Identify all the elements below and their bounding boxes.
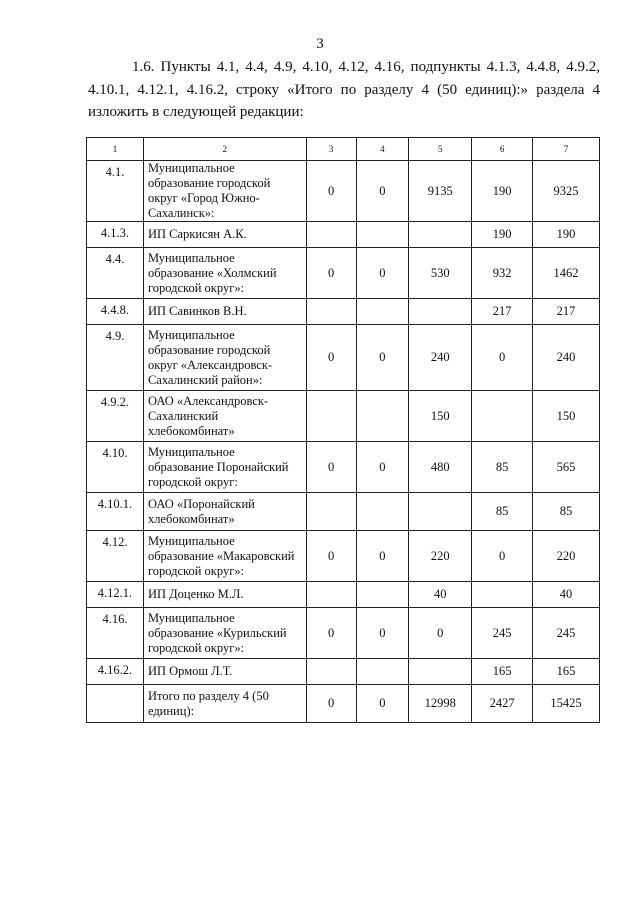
table-header-row [87,138,600,161]
item-name-cell: Муниципальное образование городской округ «Александровск-Сахалинский район»: [143,325,306,391]
value-cell [356,493,409,531]
table-row [87,659,600,685]
item-number-cell: 4.1. [87,161,144,222]
value-cell [409,299,472,325]
value-cell: 0 [306,442,356,493]
amendment-intro-paragraph: 1.6. Пункты 4.1, 4.4, 4.9, 4.10, 4.12, 4.16, подпункты 4.1.3, 4.4.8, 4.9.2, 4.10.1, 4.12.1, 4.16.2, строку «Итого по разделу 4 (50 единиц):» раздела 4 изложить в следующей редакции: [88,59,600,120]
value-cell: 0 [306,248,356,299]
value-cell: 190 [472,222,533,248]
value-cell: 0 [472,325,533,391]
value-cell [306,222,356,248]
table-row [87,299,600,325]
value-cell: 220 [409,531,472,582]
item-number-cell: 4.10. [87,442,144,493]
value-cell: 530 [409,248,472,299]
item-name-cell: ИП Ормош Л.Т. [143,659,306,685]
item-name-cell: Муниципальное образование «Макаровский городской округ»: [143,531,306,582]
value-cell: 0 [356,608,409,659]
value-cell [306,299,356,325]
value-cell: 0 [356,685,409,723]
value-cell: 220 [533,531,600,582]
value-cell: 0 [306,161,356,222]
value-cell: 1462 [533,248,600,299]
value-cell: 217 [472,299,533,325]
value-cell: 245 [533,608,600,659]
column-header: 3 [306,138,356,161]
item-number-cell [87,685,144,723]
item-number-cell: 4.1.3. [87,222,144,248]
value-cell [306,391,356,442]
value-cell: 165 [533,659,600,685]
value-cell: 0 [356,325,409,391]
item-name-cell: ИП Савинков В.Н. [143,299,306,325]
item-number-cell: 4.9. [87,325,144,391]
item-name-cell: Муниципальное образование «Курильский городской округ»: [143,608,306,659]
value-cell [472,582,533,608]
column-header: 6 [472,138,533,161]
value-cell: 165 [472,659,533,685]
column-header: 5 [409,138,472,161]
value-cell [409,659,472,685]
value-cell: 0 [356,442,409,493]
item-name-cell: Муниципальное образование Поронайский городской округ: [143,442,306,493]
value-cell [356,222,409,248]
value-cell: 150 [409,391,472,442]
column-header: 4 [356,138,409,161]
value-cell: 15425 [533,685,600,723]
table-row [87,222,600,248]
item-number-cell: 4.4.8. [87,299,144,325]
value-cell: 217 [533,299,600,325]
table-row [87,685,600,723]
value-cell: 0 [306,531,356,582]
item-name-cell: Муниципальное образование «Холмский городской округ»: [143,248,306,299]
value-cell: 85 [472,493,533,531]
value-cell: 85 [472,442,533,493]
value-cell [409,493,472,531]
value-cell [356,659,409,685]
value-cell [472,391,533,442]
value-cell [356,299,409,325]
value-cell [409,222,472,248]
item-number-cell: 4.16. [87,608,144,659]
value-cell: 0 [409,608,472,659]
item-number-cell: 4.12.1. [87,582,144,608]
value-cell: 9135 [409,161,472,222]
item-number-cell: 4.10.1. [87,493,144,531]
table-row [87,161,600,222]
table-row [87,531,600,582]
value-cell: 0 [306,325,356,391]
column-header: 2 [143,138,306,161]
value-cell: 0 [356,161,409,222]
value-cell: 0 [356,531,409,582]
table-row [87,608,600,659]
value-cell: 2427 [472,685,533,723]
item-name-cell: ИП Саркисян А.К. [143,222,306,248]
value-cell [306,493,356,531]
value-cell: 0 [356,248,409,299]
value-cell [356,582,409,608]
table-row [87,493,600,531]
column-header: 7 [533,138,600,161]
value-cell: 85 [533,493,600,531]
item-number-cell: 4.4. [87,248,144,299]
table-row [87,442,600,493]
value-cell: 480 [409,442,472,493]
column-header: 1 [87,138,144,161]
value-cell: 0 [472,531,533,582]
value-cell: 150 [533,391,600,442]
item-name-cell: ИП Доценко М.Л. [143,582,306,608]
item-name-cell: Муниципальное образование городской округ «Город Южно-Сахалинск»: [143,161,306,222]
value-cell: 240 [409,325,472,391]
value-cell: 40 [533,582,600,608]
value-cell: 0 [306,685,356,723]
value-cell: 245 [472,608,533,659]
value-cell: 240 [533,325,600,391]
value-cell: 932 [472,248,533,299]
table-row [87,391,600,442]
value-cell [306,659,356,685]
item-name-cell: ОАО «Поронайский хлебокомбинат» [143,493,306,531]
page-number: 3 [316,36,324,52]
value-cell: 12998 [409,685,472,723]
value-cell [356,391,409,442]
item-name-cell: Итого по разделу 4 (50 единиц): [143,685,306,723]
value-cell: 190 [472,161,533,222]
value-cell: 190 [533,222,600,248]
table-row [87,325,600,391]
table-row [87,248,600,299]
item-name-cell: ОАО «Александровск-Сахалинский хлебокомбинат» [143,391,306,442]
amendment-table [86,137,600,723]
value-cell: 9325 [533,161,600,222]
item-number-cell: 4.16.2. [87,659,144,685]
value-cell: 0 [306,608,356,659]
value-cell: 40 [409,582,472,608]
item-number-cell: 4.9.2. [87,391,144,442]
value-cell [306,582,356,608]
item-number-cell: 4.12. [87,531,144,582]
table-row [87,582,600,608]
value-cell: 565 [533,442,600,493]
